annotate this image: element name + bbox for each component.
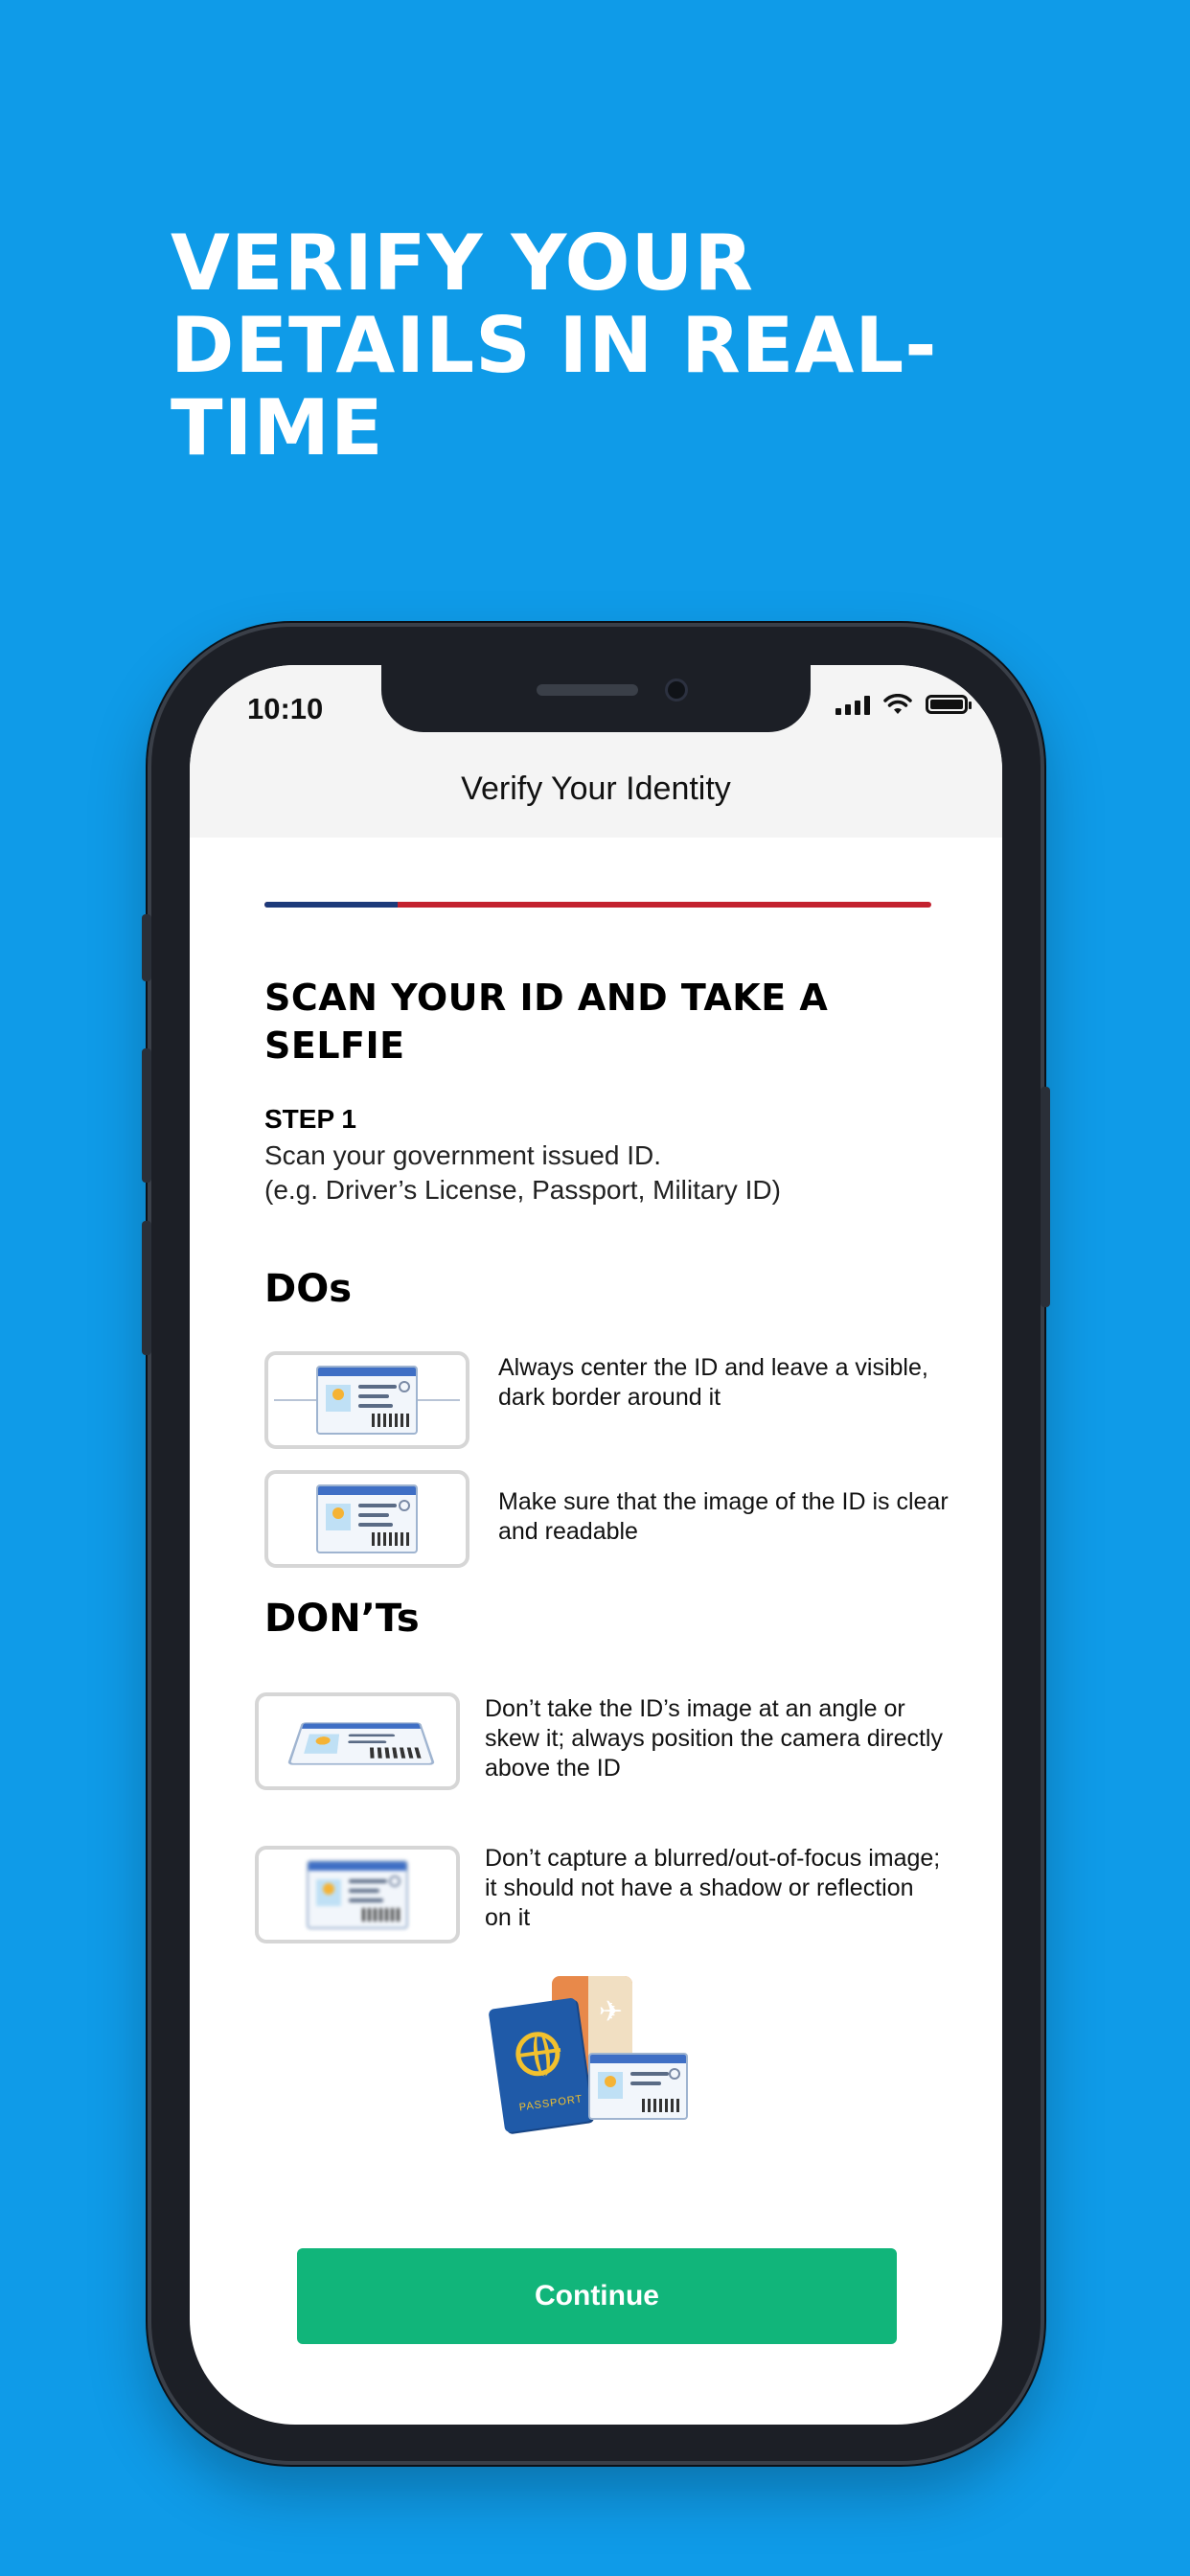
donts-heading: DON’Ts bbox=[264, 1597, 420, 1641]
volume-down-button bbox=[142, 1221, 151, 1355]
clear-id-icon bbox=[264, 1470, 469, 1568]
progress-fill bbox=[264, 902, 398, 908]
status-icons bbox=[835, 694, 968, 715]
signal-icon bbox=[835, 694, 870, 715]
boarding-pass-icon: ✈ bbox=[552, 1976, 632, 2082]
phone-frame bbox=[148, 623, 1044, 2465]
wifi-icon bbox=[883, 694, 912, 715]
progress-bar bbox=[264, 902, 931, 908]
notch bbox=[381, 665, 811, 732]
nav-title: Verify Your Identity bbox=[461, 770, 731, 807]
speaker-grille bbox=[537, 684, 638, 696]
do-tip-1: Always center the ID and leave a visible, dark border around it bbox=[498, 1354, 928, 1411]
marketing-headline: VERIFY YOUR DETAILS IN REAL-TIME bbox=[171, 218, 938, 472]
blurred-id-icon bbox=[255, 1846, 460, 1944]
status-time: 10:10 bbox=[247, 692, 324, 725]
passport-icon bbox=[488, 1997, 592, 2133]
dont-tip-2: Don’t capture a blurred/out-of-focus image; it should not have a shadow or reflection on it bbox=[485, 1845, 941, 1931]
mute-switch bbox=[142, 914, 151, 981]
section-title: SCAN YOUR ID AND TAKE A SELFIE bbox=[264, 977, 829, 1067]
status-bar bbox=[190, 665, 1002, 838]
do-tip-2: Make sure that the image of the ID is clear and readable bbox=[498, 1488, 949, 1545]
volume-up-button bbox=[142, 1048, 151, 1183]
dont-tip-1: Don’t take the ID’s image at an angle or skew it; always position the camera directly above the ID bbox=[485, 1695, 943, 1782]
documents-illustration bbox=[496, 1976, 698, 2139]
centered-id-icon bbox=[264, 1351, 469, 1449]
dos-heading: DOs bbox=[264, 1267, 353, 1311]
id-card-icon bbox=[588, 2053, 688, 2120]
battery-icon bbox=[926, 695, 968, 714]
power-button bbox=[1041, 1087, 1050, 1307]
front-camera bbox=[665, 678, 688, 702]
phone-screen bbox=[190, 665, 1002, 2425]
step-label: STEP 1 bbox=[264, 1104, 356, 1134]
step-text: Scan your government issued ID. (e.g. Driver’s License, Passport, Military ID) bbox=[264, 1140, 781, 1205]
skewed-id-icon bbox=[255, 1692, 460, 1790]
passport-label: PASSPORT bbox=[518, 2093, 584, 2114]
continue-button[interactable]: Continue bbox=[297, 2248, 897, 2344]
